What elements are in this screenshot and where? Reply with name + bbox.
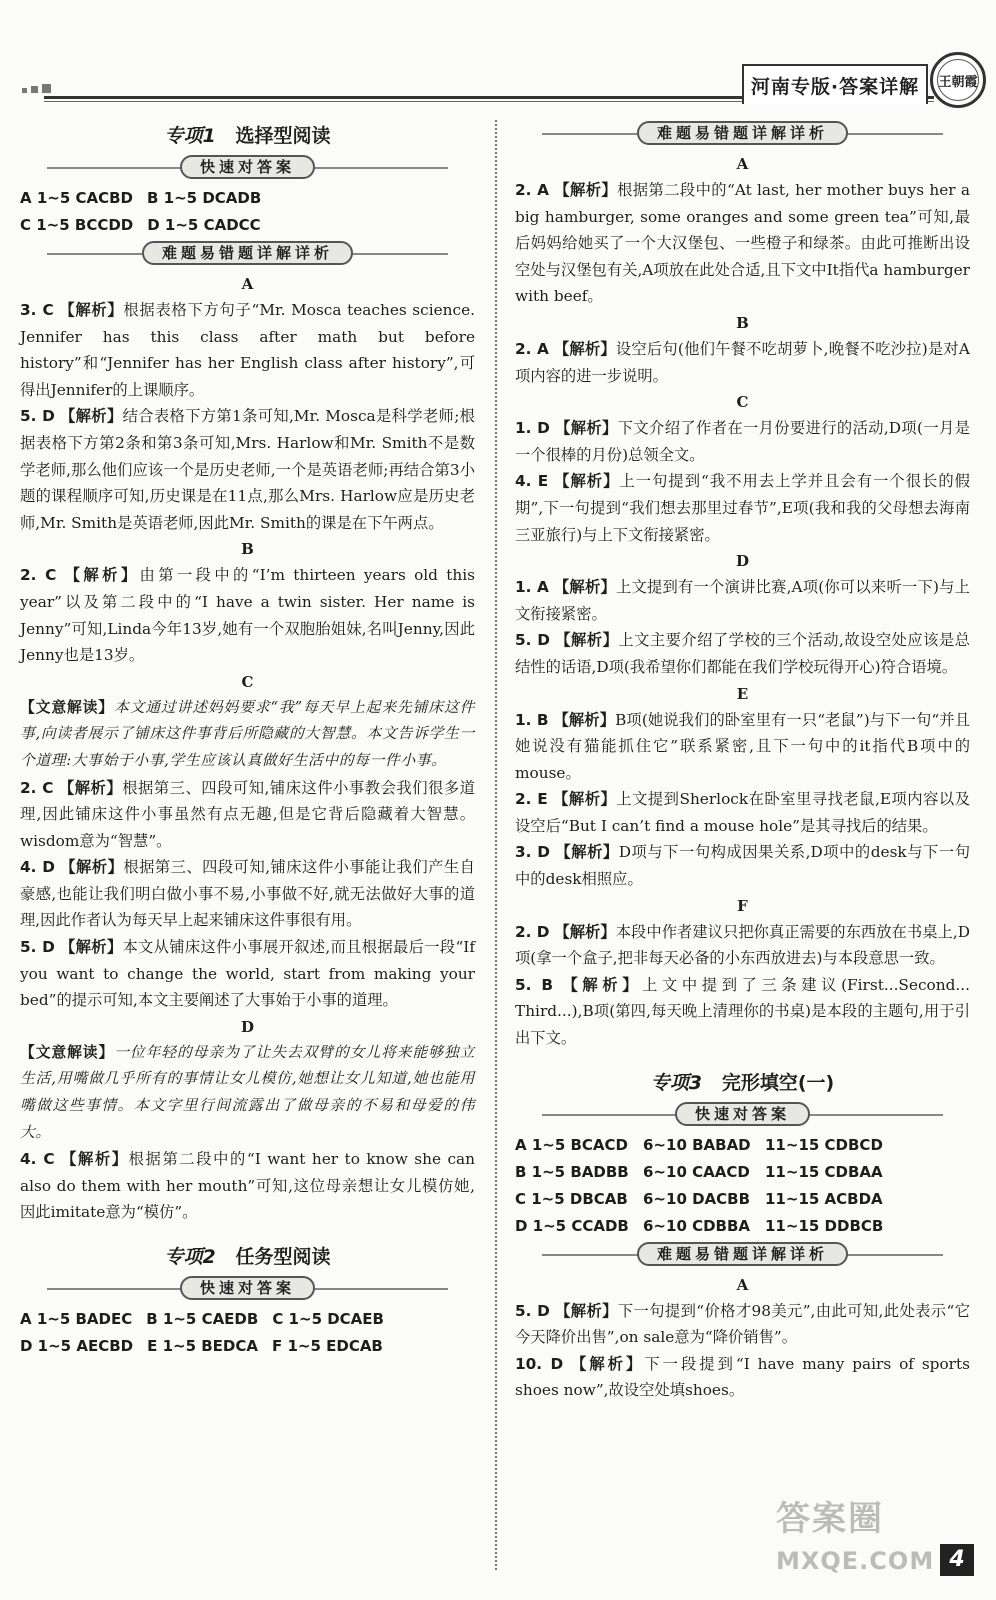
explanation-item: 1. D 【解析】下文介绍了作者在一月份要进行的活动,D项(一月是一个很棒的月份)总领全文。 [515,419,970,464]
passage-label: C [736,393,749,412]
explanation-item: 3. C 【解析】根据表格下方句子“Mr. Mosca teaches science. Jennifer has this class after math but before history”和“Jennifer has her English class after history”,可得出Jennifer的上课顺序。 [20,301,475,399]
explanation-item: 2. A 【解析】根据第二段中的“At last, her mother buys her a big hamburger, some oranges and some green tea”可知,最后妈妈给她买了一个大汉堡包、一些橙子和绿茶。由此可推断出设空处与汉堡包有关,A项放在此处合适,且下文中It指代a hamburger with beef。 [515,181,970,306]
passage-label: F [737,896,748,915]
explanation-item: 5. D 【解析】下一句提到“价格才98美元”,由此可知,此处表示“它今天降价出售”,on sale意为“降价销售”。 [515,1301,970,1347]
explanation-item: 5. D 【解析】上文主要介绍了学校的三个活动,故设空处应该是总结性的话语,D项(我希望你们都能在我们学校玩得开心)符合语境。 [515,631,970,676]
explanation-item: 2. E 【解析】上文提到Sherlock在卧室里寻找老鼠,E项内容以及设空后“But I can’t find a mouse hole”是其寻找后的结果。 [515,790,970,835]
page-header [0,0,996,110]
passage-label: B [241,540,254,559]
passage-label: E [736,684,749,703]
page-number: 4 [940,1544,974,1576]
left-column [20,115,475,1360]
answer-key-row: C 1~5 BCCDD D 1~5 CADCC [20,216,261,234]
answer-keys [515,1132,970,1240]
watermark-logo: 答案圈 MXQE.COM [776,1499,935,1575]
explanation-item: 5. B 【解析】上文中提到了三条建议(First...Second... Third...),B项(第四,每天晚上清理你的书桌)是本段的主题句,用于引出下文。 [515,975,970,1048]
section-title: 专项2 任务型阅读 [164,1246,331,1268]
passage-gist: 【文意解读】本文通过讲述妈妈要求“我”每天早上起来先铺床这件事,向读者展示了铺床这件事背后所隐藏的大智慧。本文告诉学生一个道理:大事始于小事,学生应该认真做好生活中的每一件小事。 [20,698,476,769]
answer-key-row: B 1~5 BADBB 6~10 CAACD 11~15 CDBAA [515,1162,883,1181]
detail-band: 难题易错题详解详析 [20,241,475,267]
answer-keys [20,185,475,239]
answer-key-row: A 1~5 CACBD B 1~5 DCADB [20,189,262,207]
explanation-item: 4. D 【解析】根据第三、四段可知,铺床这件小事能让我们产生自豪感,也能让我们明白做小事不易,小事做不好,就无法做好大事的道理,因此作者认为每天早上起来铺床这件事很有用。 [20,858,475,930]
header-decoration [22,78,55,97]
explanation-item: 2. C 【解析】根据第三、四段可知,铺床这件小事教会我们很多道理,因此铺床这件小事虽然有点无趣,但是它背后隐藏着大智慧。wisdom意为“智慧”。 [20,778,475,850]
passage-label: A [736,1275,749,1294]
answer-key-row: D 1~5 AECBD E 1~5 BEDCA F 1~5 EDCAB [20,1337,383,1355]
header-title: 河南专版·答案详解 [742,64,928,104]
right-column [515,115,970,1404]
logo-text: 王朝霞 [938,74,978,90]
explanation-item: 2. C 【解析】由第一段中的“I’m thirteen years old this year”以及第二段中的“I have a twin sister. Her name is Jenny”可知,Linda今年13岁,她有一个双胞胎姐妹,名叫Jenny,因此Jenny也是13岁。 [20,566,475,665]
explanation-item: 4. E 【解析】上一句提到“我不用去上学并且会有一个很长的假期”,下一句提到“我们想去那里过春节”,E项(我和我的父母想去海南三亚旅行)与上下文衔接紧密。 [515,472,970,544]
passage-label: D [240,1017,254,1036]
detail-band: 难题易错题详解详析 [515,1242,970,1268]
answer-key-row: A 1~5 BCACD 6~10 BABAD 11~15 CDBCD [515,1135,883,1154]
quick-answer-band: 快速对答案 [20,155,475,181]
explanation-item: 2. D 【解析】本段中作者建议只把你真正需要的东西放在书桌上,D项(拿一个盒子,把非每天必备的小东西放进去)与本段意思一致。 [515,922,970,968]
explanation-item: 5. D 【解析】本文从铺床这件小事展开叙述,而且根据最后一段“If you want to change the world, start from making your bed”的提示可知,本文主要阐述了大事始于小事的道理。 [20,938,475,1010]
section-title: 专项1 选择型阅读 [164,125,331,147]
section-title: 专项3 完形填空(一) [650,1071,835,1094]
passage-label: C [241,672,254,691]
passage-label: D [735,552,749,571]
passage-gist: 【文意解读】一位年轻的母亲为了让失去双臂的女儿将来能够独立生活,用嘴做几乎所有的事情让女儿模仿,她想让女儿知道,她也能用嘴做这些事情。本文字里行间流露出了做母亲的不易和母爱的伟大。 [20,1043,475,1141]
explanation-item: 10. D 【解析】下一段提到“I have many pairs of sports shoes now”,故设空处填shoes。 [515,1354,970,1400]
passage-label: A [736,155,749,173]
quick-answer-band: 快速对答案 [20,1276,475,1302]
explanation-item: 2. A 【解析】设空后句(他们午餐不吃胡萝卜,晚餐不吃沙拉)是对A项内容的进一步说明。 [515,339,970,385]
passage-label: A [241,275,254,293]
explanation-item: 1. B 【解析】B项(她说我们的卧室里有一只“老鼠”)与下一句“并且她说没有猫能抓住它”联系紧密,且下一句中的it指代B项中的mouse。 [515,710,970,782]
explanation-item: 4. C 【解析】根据第二段中的“I want her to know she can also do them with her mouth”可知,这位母亲想让女儿模仿她,因此imitate意为“模仿”。 [20,1150,475,1222]
answer-key-row: A 1~5 BADEC B 1~5 CAEDB C 1~5 DCAEB [20,1310,384,1328]
explanation-item: 5. D 【解析】结合表格下方第1条可知,Mr. Mosca是科学老师;根据表格下方第2条和第3条可知,Mrs. Harlow和Mr. Smith不是数学老师,那么他们应该一个是历史老师,一个是英语老师;再结合第3小题的课程顺序可知,历史课是在11点,那么Mrs. Harlow应是历史老师,Mr. Smith是英语老师,因此Mr. Smith的课是在下午两点。 [20,407,475,532]
logo-seal [930,52,986,108]
passage-label: B [736,313,749,332]
answer-keys [20,1306,475,1360]
explanation-item: 1. A 【解析】上文提到有一个演讲比赛,A项(你可以来听一下)与上文衔接紧密。 [515,578,970,623]
answer-key-row: D 1~5 CCADB 6~10 CDBBA 11~15 DDBCB [515,1216,884,1235]
answer-key-row: C 1~5 DBCAB 6~10 DACBB 11~15 ACBDA [515,1189,883,1208]
quick-answer-band: 快速对答案 [515,1102,970,1128]
detail-band: 难题易错题详解详析 [515,121,970,147]
explanation-item: 3. D 【解析】D项与下一句构成因果关系,D项中的desk与下一句中的desk相照应。 [515,843,970,889]
column-divider [495,120,497,1570]
